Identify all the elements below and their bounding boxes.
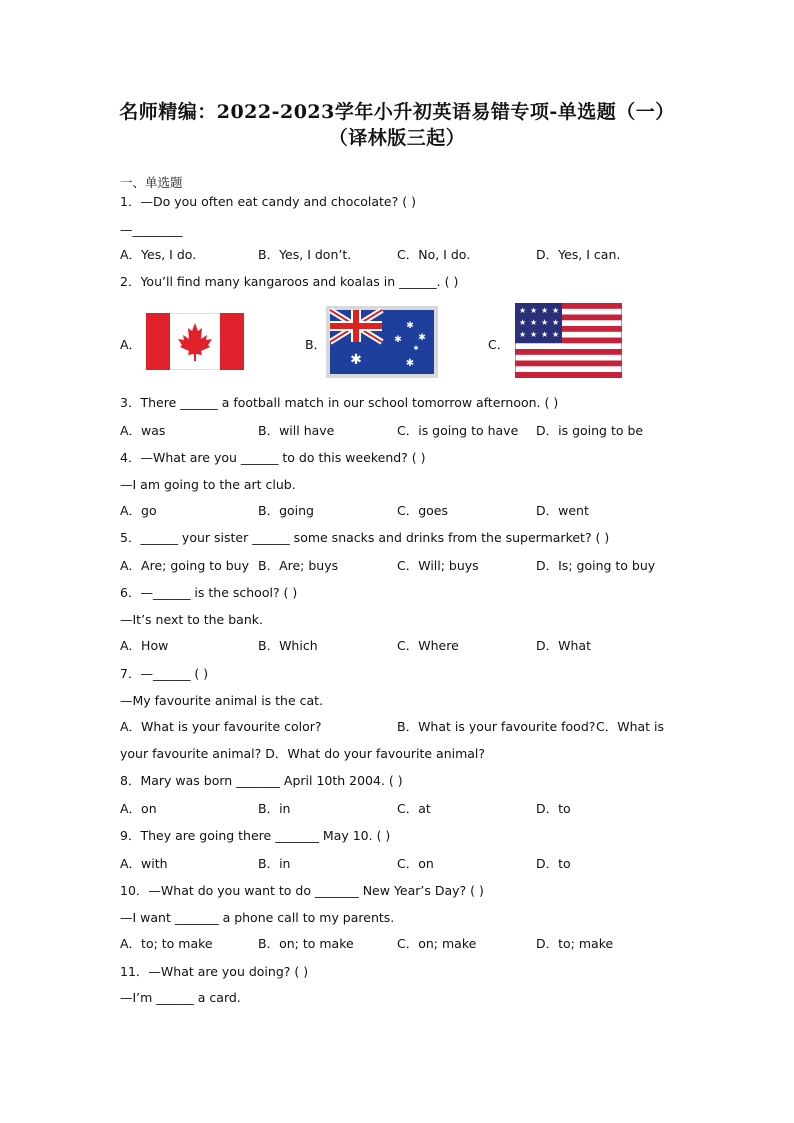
question-1-option-b[interactable]: B．Yes, I don’t. <box>258 247 352 262</box>
question-8-stem: 8．Mary was born _______ April 10th 2004. ( ) <box>120 773 403 788</box>
svg-text:★: ★ <box>541 330 549 339</box>
question-9-option-b[interactable]: B．in <box>258 856 291 871</box>
question-2-option-b-label[interactable]: B． <box>305 337 327 352</box>
svg-text:✱: ✱ <box>405 358 415 369</box>
question-10-option-d[interactable]: D．to; make <box>536 936 614 951</box>
question-1-option-a[interactable]: A．Yes, I do. <box>120 247 197 262</box>
svg-text:★: ★ <box>530 330 538 339</box>
svg-text:★: ★ <box>541 318 549 327</box>
question-6-reply: —It’s next to the bank. <box>120 612 263 627</box>
question-10-option-c[interactable]: C．on; make <box>397 936 477 951</box>
question-3-option-b[interactable]: B．will have <box>258 423 335 438</box>
question-1-answer-line: —________ <box>120 222 183 237</box>
svg-text:✱: ✱ <box>418 333 426 343</box>
question-10-stem: 10．—What do you want to do _______ New Year’s Day? ( ) <box>120 883 484 898</box>
question-7-option-b[interactable]: B．What is your favourite food? <box>397 719 596 734</box>
svg-text:✱: ✱ <box>394 335 402 345</box>
question-10-reply: —I want _______ a phone call to my parents. <box>120 910 395 925</box>
canada-flag <box>146 313 244 370</box>
page-title-line2: （译林版三起） <box>328 127 466 149</box>
question-4-option-c[interactable]: C．goes <box>397 503 449 518</box>
svg-text:✱: ✱ <box>413 345 419 352</box>
question-10-option-a[interactable]: A．to; to make <box>120 936 213 951</box>
question-4-reply: —I am going to the art club. <box>120 477 296 492</box>
question-4-stem: 4．—What are you ______ to do this weekend? ( ) <box>120 450 426 465</box>
question-10-option-b[interactable]: B．on; to make <box>258 936 354 951</box>
question-3-option-a[interactable]: A．was <box>120 423 166 438</box>
svg-text:★: ★ <box>519 306 527 315</box>
question-7-options-line2[interactable]: your favourite animal? D．What do your favourite animal? <box>120 746 486 761</box>
section-title: 一、单选题 <box>120 175 183 190</box>
question-6-option-b[interactable]: B．Which <box>258 638 318 653</box>
question-2-stem: 2．You’ll find many kangaroos and koalas in ______. ( ) <box>120 274 459 289</box>
question-3-option-c[interactable]: C．is going to have <box>397 423 519 438</box>
svg-text:★: ★ <box>530 306 538 315</box>
question-6-option-a[interactable]: A．How <box>120 638 169 653</box>
question-8-option-a[interactable]: A．on <box>120 801 157 816</box>
question-7-stem: 7．—______ ( ) <box>120 666 209 681</box>
question-9-option-d[interactable]: D．to <box>536 856 571 871</box>
question-5-stem: 5．______ your sister ______ some snacks and drinks from the supermarket? ( ) <box>120 530 610 545</box>
question-11-reply: —I’m ______ a card. <box>120 990 241 1005</box>
svg-text:★: ★ <box>519 318 527 327</box>
question-3-stem: 3．There ______ a football match in our school tomorrow afternoon. ( ) <box>120 395 559 410</box>
svg-text:✱: ✱ <box>406 321 414 331</box>
question-8-option-b[interactable]: B．in <box>258 801 291 816</box>
question-8-option-d[interactable]: D．to <box>536 801 571 816</box>
question-5-option-b[interactable]: B．Are; buys <box>258 558 339 573</box>
question-2-option-a-label[interactable]: A． <box>120 337 142 352</box>
question-2-option-c-label[interactable]: C． <box>488 337 510 352</box>
question-1-option-d[interactable]: D．Yes, I can. <box>536 247 621 262</box>
question-3-option-d[interactable]: D．is going to be <box>536 423 644 438</box>
question-6-option-d[interactable]: D．What <box>536 638 591 653</box>
question-4-option-d[interactable]: D．went <box>536 503 589 518</box>
question-7-option-c-start[interactable]: C．What is <box>596 719 665 734</box>
svg-text:✱: ✱ <box>350 352 362 368</box>
question-9-option-a[interactable]: A．with <box>120 856 168 871</box>
question-11-stem: 11．—What are you doing? ( ) <box>120 964 309 979</box>
question-4-option-a[interactable]: A．go <box>120 503 157 518</box>
question-1-option-c[interactable]: C．No, I do. <box>397 247 471 262</box>
question-9-option-c[interactable]: C．on <box>397 856 434 871</box>
svg-text:★: ★ <box>552 318 560 327</box>
question-8-option-c[interactable]: C．at <box>397 801 431 816</box>
question-5-option-d[interactable]: D．Is; going to buy <box>536 558 656 573</box>
question-9-stem: 9．They are going there _______ May 10. ( ) <box>120 828 391 843</box>
question-6-stem: 6．—______ is the school? ( ) <box>120 585 298 600</box>
question-5-option-a[interactable]: A．Are; going to buy <box>120 558 250 573</box>
svg-text:★: ★ <box>530 318 538 327</box>
question-5-option-c[interactable]: C．Will; buys <box>397 558 479 573</box>
question-7-option-a[interactable]: A．What is your favourite color? <box>120 719 322 734</box>
question-4-option-b[interactable]: B．going <box>258 503 314 518</box>
svg-text:★: ★ <box>552 330 560 339</box>
usa-flag <box>515 303 622 378</box>
question-6-option-c[interactable]: C．Where <box>397 638 459 653</box>
question-1-stem: 1．—Do you often eat candy and chocolate? ( ) <box>120 194 416 209</box>
svg-text:★: ★ <box>519 330 527 339</box>
svg-text:★: ★ <box>541 306 549 315</box>
question-7-reply: —My favourite animal is the cat. <box>120 693 324 708</box>
page-title-line1: 名师精编：2022-2023学年小升初英语易错专项-单选题（一） <box>119 101 675 123</box>
australia-flag <box>326 306 438 378</box>
svg-text:★: ★ <box>552 306 560 315</box>
